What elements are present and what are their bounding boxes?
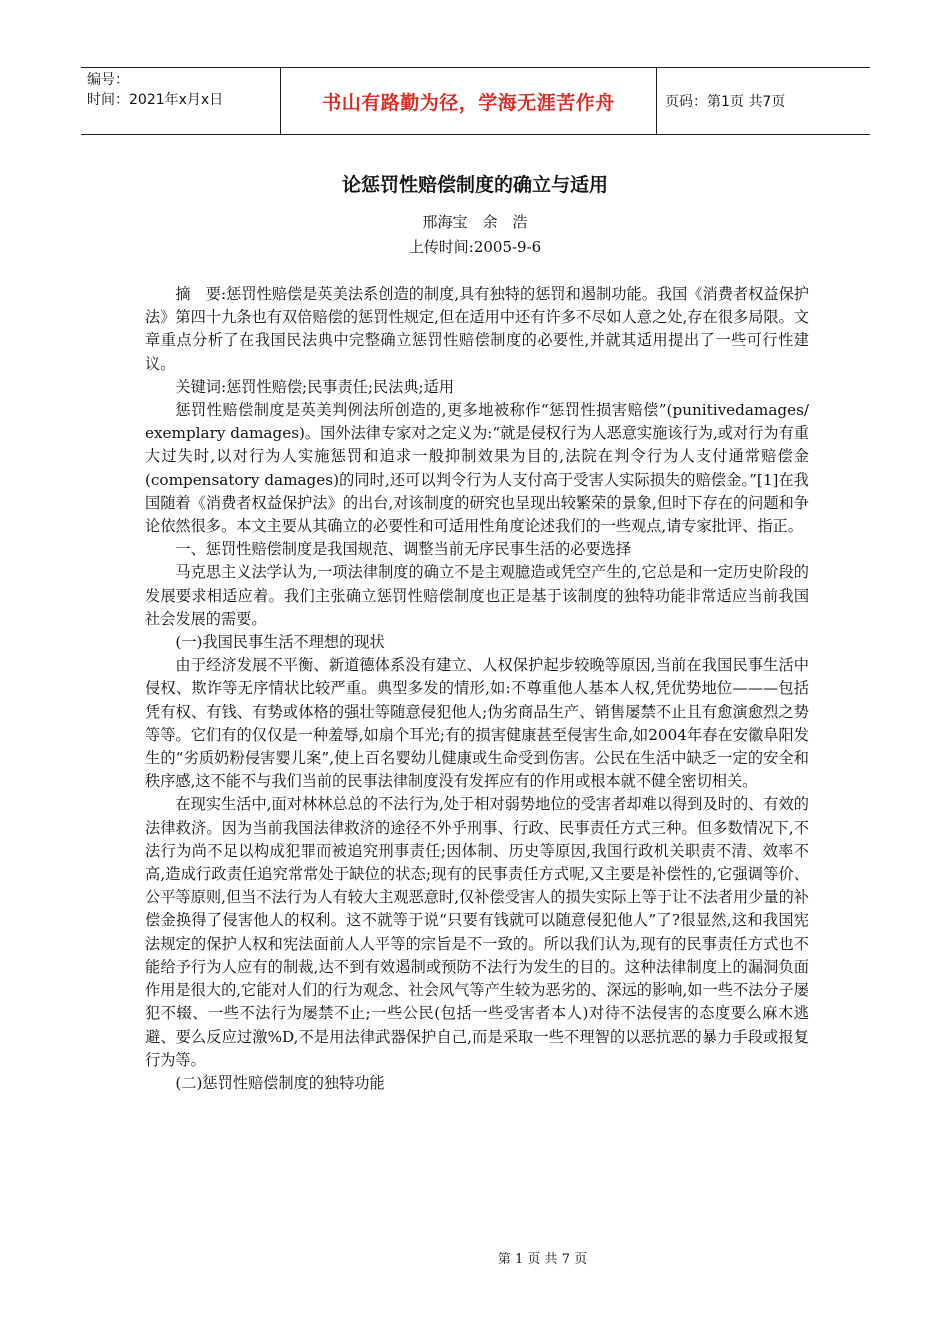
article-authors: 邢海宝 余 浩 xyxy=(422,213,528,231)
keywords-paragraph: 关键词:惩罚性赔偿;民事责任;民法典;适用 xyxy=(175,377,455,396)
body-paragraph: 由于经济发展不平衡、新道德体系没有建立、人权保护起步较晚等原因,当前在我国民事生活中侵权、欺诈等无序情状比较严重。典型多发的情形,如:不尊重他人基本人权,凭优势地位———包括凭有权、有钱、有势或体格的强壮等随意侵犯他人;伪劣商品生产、销售屡禁不止且有愈演愈烈之势等等。它们有的仅仅是一种羞辱,如扇个耳光;有的损害健康甚至侵害生命,如2004年春在安徽阜阳发生的“劣质奶粉侵害婴儿案”,使上百名婴幼儿健康或生命受到伤害。公民在生活中缺乏一定的安全和秩序感,这不能不与我们当前的民事法律制度没有发挥应有的作用或根本就不健全密切相关。 xyxy=(145,656,809,791)
body-paragraph: 惩罚性赔偿制度是英美判例法所创造的,更多地被称作“惩罚性损害赔偿”(punitivedamages/ exemplary damages)。国外法律专家对之定义为:“就是侵权行为人恶意实施该行为,或对行为有重大过失时,以对行为人实施惩罚和追求一般抑制效果为目的,法院在判令行为人支付通常赔偿金(compensatory damages)的同时,还可以判令行为人支付高于受害人实际损失的赔偿金。”[1]在我国随着《消费者权益保护法》的出台,对该制度的研究也呈现出较繁荣的景象,但时下存在的问题和争论依然很多。本文主要从其确立的必要性和可适用性角度论述我们的一些观点,请专家批评、指正。 xyxy=(145,401,809,536)
subsection-heading: (二)惩罚性赔偿制度的独特功能 xyxy=(175,1073,385,1092)
header-page-info: 页码：第1页 共7页 xyxy=(665,94,786,110)
document-number-label: 编号： xyxy=(87,72,129,88)
subsection-heading: (一)我国民事生活不理想的现状 xyxy=(175,633,385,652)
page-footer: 第 1 页 共 7 页 xyxy=(497,1252,588,1267)
article-title: 论惩罚性赔偿制度的确立与适用 xyxy=(341,174,608,196)
abstract-paragraph: 摘 要:惩罚性赔偿是英美法系创造的制度,具有独特的惩罚和遏制功能。我国《消费者权益保护法》第四十九条也有双倍赔偿的惩罚性规定,但在适用中还有许多不尽如人意之处,存在很多局限。文章重点分析了在我国民法典中完整确立惩罚性赔偿制度的必要性,并就其适用提出了一些可行性建议。 xyxy=(145,285,809,373)
header-table xyxy=(81,67,870,135)
header-meta-cell xyxy=(81,68,281,134)
header-motto: 书山有路勤为径，学海无涯苦作舟 xyxy=(281,68,657,134)
section-heading: 一、惩罚性赔偿制度是我国规范、调整当前无序民事生活的必要选择 xyxy=(175,540,632,559)
article-body xyxy=(145,283,809,1095)
upload-time: 上传时间:2005-9-6 xyxy=(408,238,542,256)
body-paragraph: 在现实生活中,面对林林总总的不法行为,处于相对弱势地位的受害者却难以得到及时的、有效的法律救济。因为当前我国法律救济的途径不外乎刑事、行政、民事责任方式三种。但多数情况下,不法行为尚不足以构成犯罪而被追究刑事责任;因体制、历史等原因,我国行政机关职责不清、效率不高,造成行政责任追究常常处于缺位的状态;现有的民事责任方式呢,又主要是补偿性的,它强调等价、公平等原则,但当不法行为人有较大主观恶意时,仅补偿受害人的损失实际上等于让不法者用少量的补偿金换得了侵害他人的权利。这不就等于说“只要有钱就可以随意侵犯他人”了?很显然,这和我国宪法规定的保护人权和宪法面前人人平等的宗旨是不一致的。所以我们认为,现有的民事责任方式也不能给予行为人应有的制裁,达不到有效遏制或预防不法行为发生的目的。这种法律制度上的漏洞负面作用是很大的,它能对人们的行为观念、社会风气等产生较为恶劣的、深远的影响,如一些不法分子屡犯不辍、一些不法行为屡禁不止;一些公民(包括一些受害者本人)对待不法侵害的态度要么麻木逃避、要么反应过激%D,不是用法律武器保护自己,而是采取一些不理智的以恶抗恶的暴力手段或报复行为等。 xyxy=(145,795,809,1069)
body-paragraph: 马克思主义法学认为,一项法律制度的确立不是主观臆造或凭空产生的,它总是和一定历史阶段的发展要求相适应着。我们主张确立惩罚性赔偿制度也正是基于该制度的独特功能非常适应当前我国社会发展的需要。 xyxy=(145,563,809,628)
document-date-label: 时间：2021年x月x日 xyxy=(87,92,224,108)
